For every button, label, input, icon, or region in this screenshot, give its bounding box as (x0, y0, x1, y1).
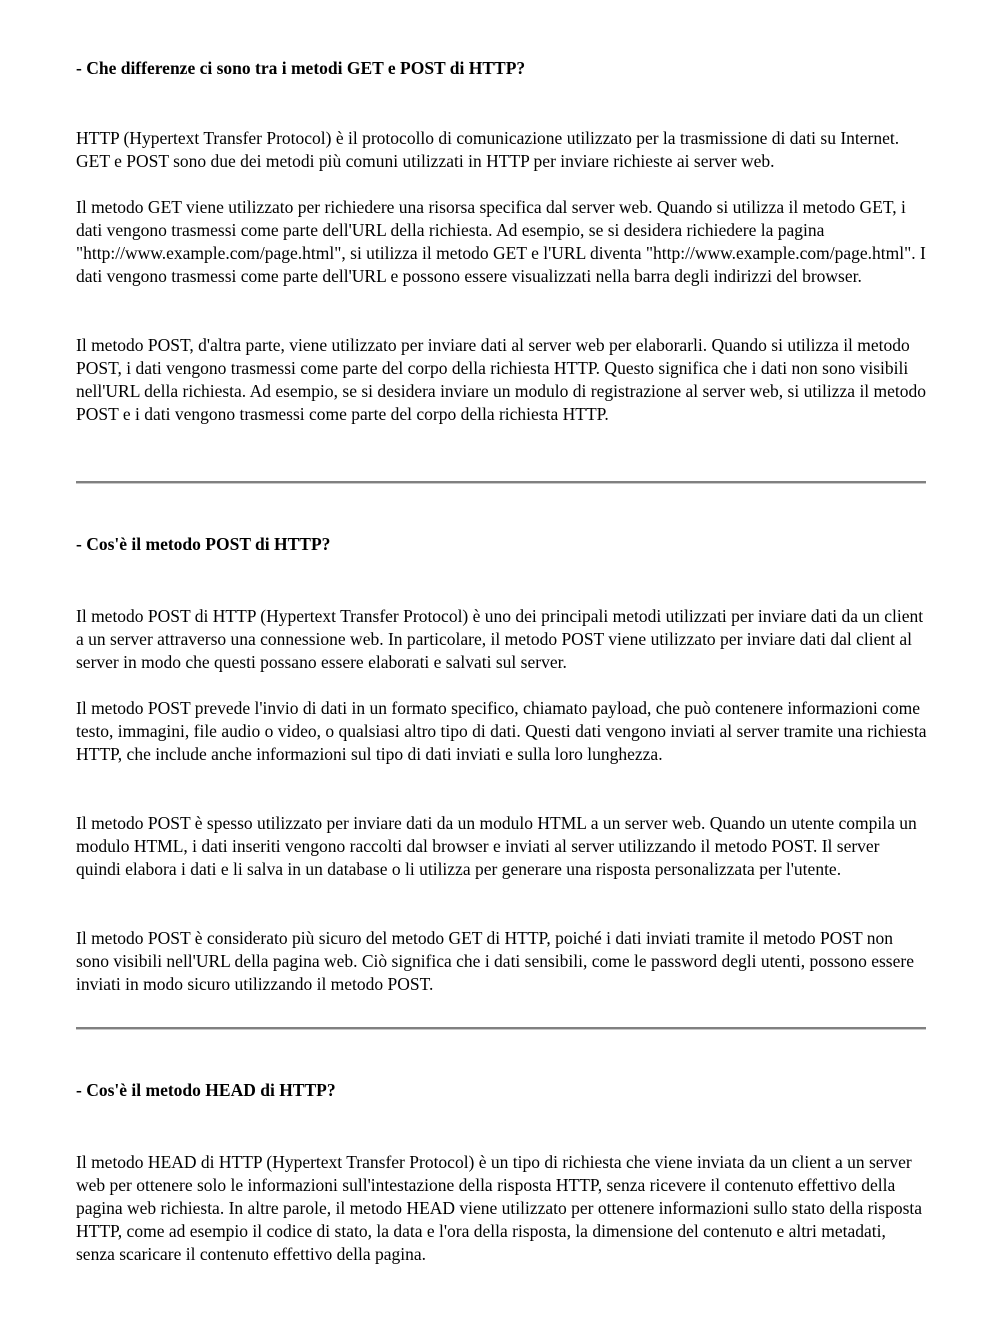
section-divider (76, 481, 926, 484)
section-heading-post-method: - Cos'è il metodo POST di HTTP? (76, 534, 331, 554)
section-paragraph: Il metodo HEAD di HTTP (Hypertext Transfer Protocol) è un tipo di richiesta che viene inviata da un client a un server web per ottenere solo le informazioni sull'intestazione della risposta HTTP, senza ricevere il contenuto effettivo della pagina web richiesta. In altre parole, il metodo HEAD viene utilizzato per ottenere informazioni sullo stato della risposta HTTP, come ad esempio il codice di stato, la data e l'ora della risposta, la dimensione del contenuto e altri metadati, senza scaricare il contenuto effettivo della pagina. (76, 1152, 923, 1264)
section-heading-head-method: - Cos'è il metodo HEAD di HTTP? (76, 1080, 336, 1100)
section-paragraph: HTTP (Hypertext Transfer Protocol) è il protocollo di comunicazione utilizzato per la trasmissione di dati su Internet. GET e POST sono due dei metodi più comuni utilizzati in HTTP per inviare richieste ai server web. (76, 128, 900, 171)
section-paragraph: Il metodo POST è considerato più sicuro del metodo GET di HTTP, poiché i dati inviati tramite il metodo POST non sono visibili nell'URL della pagina web. Ciò significa che i dati sensibili, come le password degli utenti, possono essere inviati in modo sicuro utilizzando il metodo POST. (76, 928, 914, 994)
section-paragraph: Il metodo POST di HTTP (Hypertext Transfer Protocol) è uno dei principali metodi utilizzati per inviare dati da un client a un server attraverso una connessione web. In particolare, il metodo POST viene utilizzato per inviare dati dal client al server in modo che questi possano essere elaborati e salvati sul server. (76, 606, 924, 672)
section-paragraph: Il metodo GET viene utilizzato per richiedere una risorsa specifica dal server web. Quando si utilizza il metodo GET, i dati vengono trasmessi come parte dell'URL della richiesta. Ad esempio, se si desidera richiedere la pagina "http://www.example.com/page.html", si utilizza il metodo GET e l'URL diventa "http://www.example.com/page.html". I dati vengono trasmessi come parte dell'URL e possono essere visualizzati nella barra degli indirizzi del browser. (76, 197, 926, 286)
section-paragraph: Il metodo POST, d'altra parte, viene utilizzato per inviare dati al server web per elaborarli. Quando si utilizza il metodo POST, i dati vengono trasmessi come parte del corpo della richiesta HTTP. Questo significa che i dati non sono visibili nell'URL della richiesta. Ad esempio, se si desidera inviare un modulo di registrazione al server web, si utilizza il metodo POST e i dati vengono trasmessi come parte del corpo della richiesta HTTP. (76, 335, 927, 424)
section-paragraph: Il metodo POST è spesso utilizzato per inviare dati da un modulo HTML a un server web. Quando un utente compila un modulo HTML, i dati inseriti vengono raccolti dal browser e inviati al server utilizzando il metodo POST. Il server quindi elabora i dati e li salva in un database o li utilizza per generare una risposta personalizzata per l'utente. (76, 813, 917, 879)
section-heading-get-vs-post: - Che differenze ci sono tra i metodi GET e POST di HTTP? (76, 58, 526, 78)
section-divider (76, 1027, 926, 1030)
section-paragraph: Il metodo POST prevede l'invio di dati in un formato specifico, chiamato payload, che può contenere informazioni come testo, immagini, file audio o video, o qualsiasi altro tipo di dati. Questi dati vengono inviati al server tramite una richiesta HTTP, che include anche informazioni sul tipo di dati inviati e sulla loro lunghezza. (76, 698, 927, 764)
